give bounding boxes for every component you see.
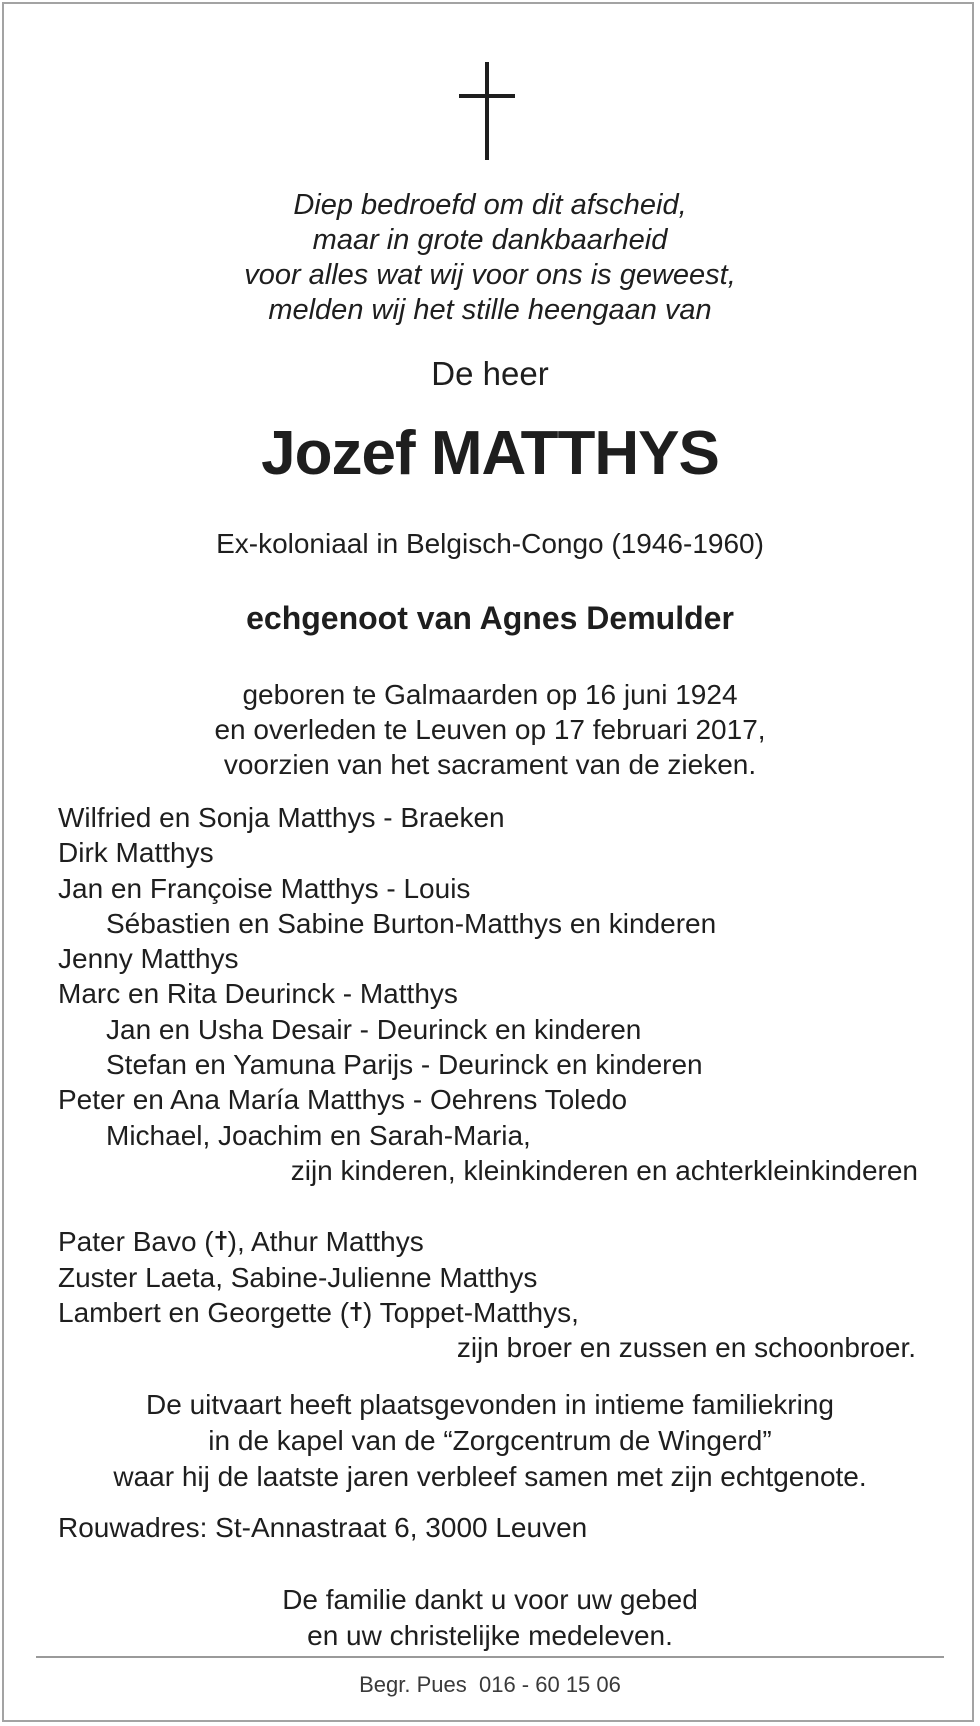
family-list <box>58 800 938 1365</box>
funeral-notice <box>0 1387 980 1495</box>
deceased-name: Jozef MATTHYS <box>261 419 719 488</box>
family-member-grandchild: Stefan en Yamuna Parijs - Deurinck en kinderen <box>106 1049 703 1081</box>
dates-line: voorzien van het sacrament van de zieken. <box>223 749 757 780</box>
family-member: Wilfried en Sonja Matthys - Braeken <box>58 802 505 833</box>
cross-icon <box>459 62 515 160</box>
family-member-grandchild: Jan en Usha Desair - Deurinck en kinderen <box>106 1013 642 1045</box>
deceased-cross-icon <box>214 1224 228 1259</box>
funeral-line: waar hij de laatste jaren verbleef samen met zijn echtgenote. <box>113 1461 867 1492</box>
sibling-text: Pater Bavo ( <box>58 1226 214 1258</box>
sibling-text: ) Toppet-Matthys, <box>363 1296 579 1328</box>
honorific-title: De heer <box>431 355 549 392</box>
family-member: Dirk Matthys <box>58 837 214 869</box>
funeral-line: in de kapel van de “Zorgcentrum de Wingerd” <box>208 1425 772 1456</box>
funeral-line: De uitvaart heeft plaatsgevonden in intieme familiekring <box>146 1389 834 1420</box>
family-member-grandchild: Sébastien en Sabine Burton-Matthys en kinderen <box>106 907 717 939</box>
sibling-text: ), Athur Matthys <box>227 1226 424 1258</box>
birth-death-dates <box>0 677 980 782</box>
thanks-line: De familie dankt u voor uw gebed <box>282 1584 698 1615</box>
sibling-line <box>58 1224 938 1259</box>
spouse-line: echgenoot van Agnes Demulder <box>246 600 734 636</box>
dates-line: geboren te Galmaarden op 16 juni 1924 <box>242 679 738 710</box>
occupation-line: Ex-koloniaal in Belgisch-Congo (1946-1960) <box>216 528 764 559</box>
siblings-relation: zijn broer en zussen en schoonbroer. <box>456 1332 916 1364</box>
intro-line: maar in grote dankbaarheid <box>312 224 668 256</box>
family-member: Marc en Rita Deurinck - Matthys <box>58 978 458 1010</box>
thanks-line: en uw christelijke medeleven. <box>307 1620 673 1651</box>
children-relation: zijn kinderen, kleinkinderen en achterkleinkinderen <box>290 1154 918 1186</box>
sibling-text: Lambert en Georgette ( <box>58 1296 350 1328</box>
thanks-text <box>0 1582 980 1654</box>
family-member: Peter en Ana María Matthys - Oehrens Toledo <box>58 1084 628 1116</box>
divider <box>36 1656 944 1658</box>
intro-line: Diep bedroefd om dit afscheid, <box>293 189 687 221</box>
family-member: Jenny Matthys <box>58 943 239 975</box>
family-member-grandchild: Michael, Joachim en Sarah-Maria, <box>106 1119 531 1151</box>
sibling-line: Zuster Laeta, Sabine-Julienne Matthys <box>58 1261 538 1293</box>
deceased-cross-icon <box>349 1295 363 1330</box>
sibling-line <box>58 1295 938 1330</box>
intro-line: voor alles wat wij voor ons is geweest, <box>244 259 736 291</box>
undertaker-contact: Begr. Pues 016 - 60 15 06 <box>359 1672 621 1697</box>
family-member: Jan en Françoise Matthys - Louis <box>58 872 471 904</box>
intro-line: melden wij het stille heengaan van <box>268 294 712 326</box>
mourning-address: Rouwadres: St-Annastraat 6, 3000 Leuven <box>58 1512 588 1543</box>
dates-line: en overleden te Leuven op 17 februari 2017, <box>214 714 766 745</box>
intro-text <box>0 188 980 328</box>
